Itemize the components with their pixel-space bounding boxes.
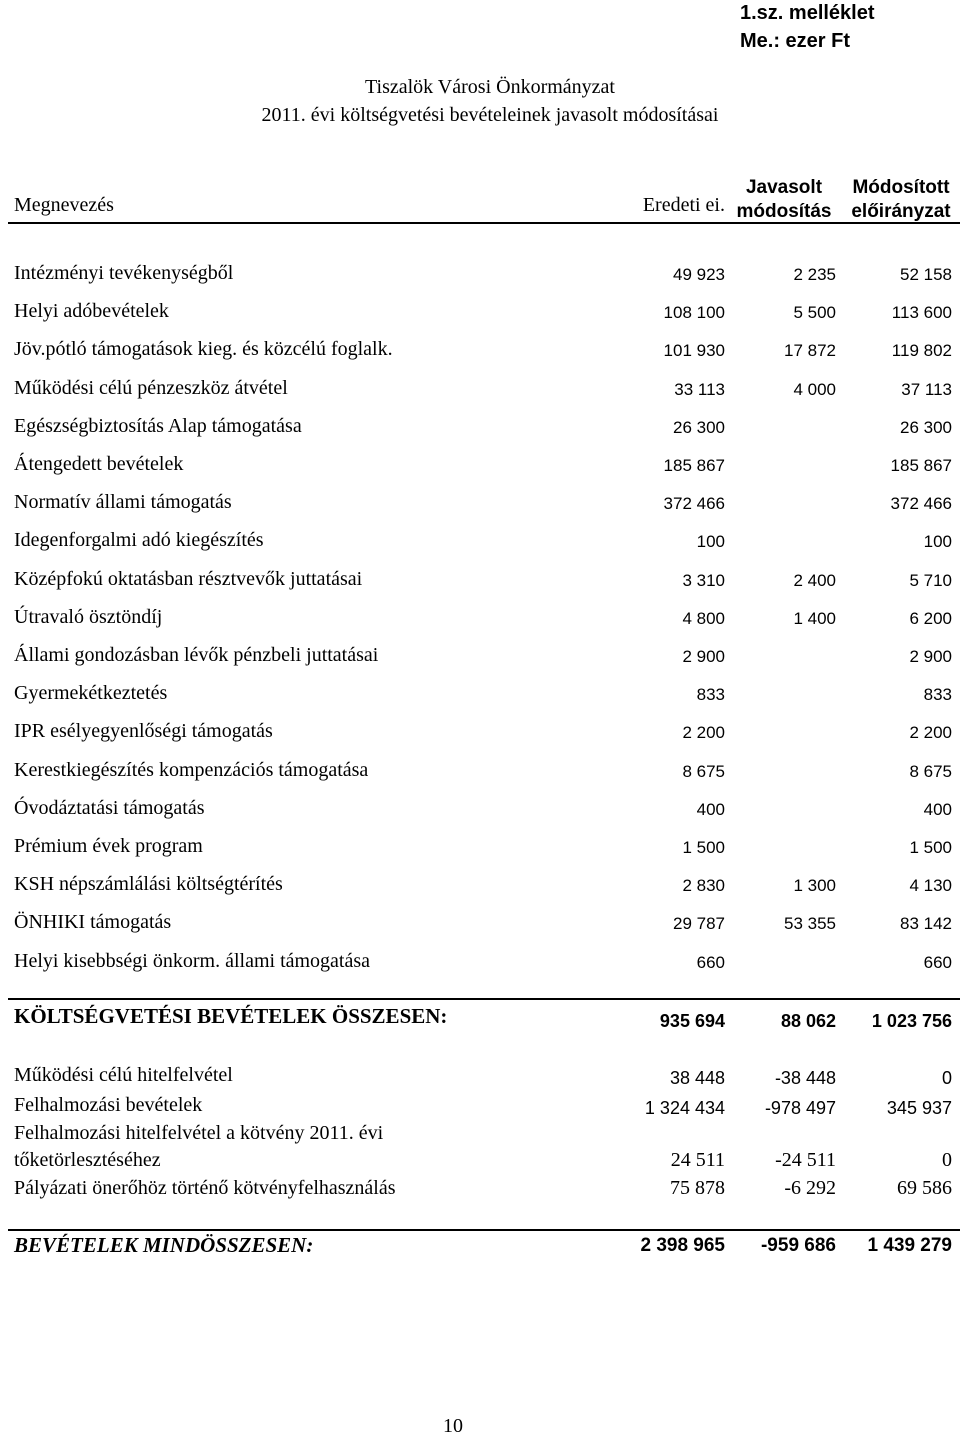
table-row-label: Állami gondozásban lévők pénzbeli juttatásai: [14, 644, 379, 666]
table-row-label: Gyermekétkeztetés: [14, 682, 168, 704]
table-row-label: ÖNHIKI támogatás: [14, 911, 172, 933]
financing-row-label: Pályázati önerőhöz történő kötvényfelhasználás: [14, 1177, 396, 1199]
table-row-original: 185 867: [663, 456, 725, 475]
column-header-proposed-line2: módosítás: [736, 201, 832, 222]
page-number: 10: [443, 1415, 463, 1437]
grand-total-label: BEVÉTELEK MINDÖSSZESEN:: [14, 1233, 314, 1257]
financing-row-label: Felhalmozási bevételek: [14, 1094, 203, 1116]
table-row-modified: 372 466: [890, 494, 952, 513]
column-header-modified-line2: előirányzat: [851, 201, 951, 222]
table-row-label: Intézményi tevékenységből: [14, 262, 234, 284]
financing-row-proposed: -6 292: [784, 1177, 836, 1199]
table-row-label: Működési célú pénzeszköz átvétel: [14, 377, 288, 399]
table-row-label: Jöv.pótló támogatások kieg. és közcélú foglalk.: [14, 338, 393, 360]
financing-row-original: 38 448: [669, 1068, 725, 1088]
table-row-label: Helyi adóbevételek: [14, 300, 169, 322]
financing-row-original: 75 878: [670, 1177, 725, 1199]
header-divider: [8, 222, 960, 224]
table-row-original: 660: [696, 953, 725, 972]
table-row-original: 33 113: [674, 380, 725, 399]
table-row-proposed: 5 500: [793, 303, 836, 322]
financing-row-proposed: -38 448: [774, 1068, 836, 1088]
table-row-original: 2 900: [682, 647, 725, 666]
table-row-modified: 2 200: [909, 723, 952, 742]
financing-row-proposed: -978 497: [764, 1098, 836, 1118]
table-row-proposed: 1 400: [793, 609, 836, 628]
table-row-modified: 6 200: [909, 609, 952, 628]
column-header-modified-line1: Módosított: [852, 177, 950, 198]
table-row-original: 26 300: [673, 418, 725, 437]
table-row-original: 372 466: [663, 494, 725, 513]
table-row-modified: 1 500: [909, 838, 952, 857]
subtotal-original: 935 694: [659, 1011, 725, 1031]
financing-row-modified: 345 937: [886, 1098, 952, 1118]
financing-row-original: 1 324 434: [644, 1098, 725, 1118]
table-row-modified: 83 142: [900, 914, 952, 933]
table-row-label: Útravaló ösztöndíj: [14, 606, 163, 628]
subtotal-proposed: 88 062: [780, 1011, 836, 1031]
grand-total-proposed: -959 686: [760, 1235, 836, 1256]
financing-row-label: Működési célú hitelfelvétel: [14, 1064, 233, 1086]
table-row-label: Helyi kisebbségi önkorm. állami támogatása: [14, 950, 371, 972]
table-row-label: Átengedett bevételek: [14, 453, 184, 475]
table-row-original: 3 310: [682, 571, 725, 590]
table-row-original: 29 787: [673, 914, 725, 933]
column-header-name: Megnevezés: [14, 194, 114, 216]
table-row-modified: 26 300: [900, 418, 952, 437]
financing-row-modified: 0: [941, 1068, 952, 1088]
annex-label: 1.sz. melléklet: [740, 2, 875, 24]
table-row-label: Egészségbiztosítás Alap támogatása: [14, 415, 302, 437]
table-row-original: 108 100: [663, 303, 725, 322]
table-row-label: Óvodáztatási támogatás: [14, 797, 205, 819]
table-row-proposed: 4 000: [793, 380, 836, 399]
table-row-label: IPR esélyegyenlőségi támogatás: [14, 720, 273, 742]
subtotal-divider: [8, 998, 960, 1000]
table-row-label: Idegenforgalmi adó kiegészítés: [14, 529, 264, 551]
financing-row-label-line2: tőketörlesztéséhez: [14, 1149, 161, 1171]
subtotal-modified: 1 023 756: [871, 1011, 952, 1031]
table-row-modified: 119 802: [891, 341, 952, 360]
table-row-modified: 660: [923, 953, 952, 972]
table-row-proposed: 17 872: [784, 341, 836, 360]
table-row-proposed: 2 400: [793, 571, 836, 590]
table-row-label: KSH népszámlálási költségtérítés: [14, 873, 283, 895]
table-row-label: Prémium évek program: [14, 835, 203, 857]
table-row-original: 2 830: [682, 876, 725, 895]
column-header-proposed-line1: Javasolt: [745, 177, 823, 198]
table-row-modified: 37 113: [901, 380, 952, 399]
table-row-proposed: 53 355: [784, 914, 836, 933]
subtotal-label: KÖLTSÉGVETÉSI BEVÉTELEK ÖSSZESEN:: [14, 1004, 448, 1028]
table-row-original: 101 930: [663, 341, 725, 360]
financing-row-original: 24 511: [670, 1149, 725, 1171]
table-row-original: 49 923: [673, 265, 725, 284]
table-row-original: 4 800: [682, 609, 725, 628]
financing-row-modified: 69 586: [897, 1177, 952, 1199]
document-subtitle: 2011. évi költségvetési bevételeinek javasolt módosításai: [261, 104, 719, 126]
table-row-modified: 2 900: [909, 647, 952, 666]
table-row-modified: 8 675: [909, 762, 952, 781]
column-header-original: Eredeti ei.: [642, 194, 725, 216]
financing-row-proposed: -24 511: [775, 1149, 836, 1171]
table-row-modified: 4 130: [909, 876, 952, 895]
table-row-original: 2 200: [682, 723, 725, 742]
grand-total-modified: 1 439 279: [867, 1235, 952, 1256]
column-header-proposed: [728, 176, 840, 224]
column-header-modified: [842, 176, 960, 224]
unit-label: Me.: ezer Ft: [740, 30, 851, 52]
table-row-label: Középfokú oktatásban résztvevők juttatásai: [14, 568, 363, 590]
table-row-modified: 833: [923, 685, 952, 704]
table-row-original: 833: [696, 685, 725, 704]
table-row-label: Normatív állami támogatás: [14, 491, 232, 513]
table-row-modified: 100: [923, 532, 952, 551]
table-row-modified: 52 158: [900, 265, 952, 284]
table-row-proposed: 2 235: [793, 265, 836, 284]
document-title: Tiszalök Városi Önkormányzat: [365, 76, 615, 98]
table-row-modified: 400: [923, 800, 952, 819]
table-row-modified: 113 600: [891, 303, 952, 322]
table-row-original: 100: [696, 532, 725, 551]
table-row-label: Kerestkiegészítés kompenzációs támogatása: [14, 759, 369, 781]
grand-total-divider: [8, 1229, 960, 1231]
table-row-modified: 5 710: [909, 571, 952, 590]
table-row-proposed: 1 300: [793, 876, 836, 895]
table-row-original: 8 675: [682, 762, 725, 781]
financing-row-modified: 0: [942, 1149, 952, 1171]
financing-row-label-line1: Felhalmozási hitelfelvétel a kötvény 2011. évi: [14, 1122, 384, 1144]
table-row-modified: 185 867: [890, 456, 952, 475]
grand-total-original: 2 398 965: [640, 1235, 725, 1256]
table-row-original: 1 500: [682, 838, 725, 857]
table-row-original: 400: [696, 800, 725, 819]
